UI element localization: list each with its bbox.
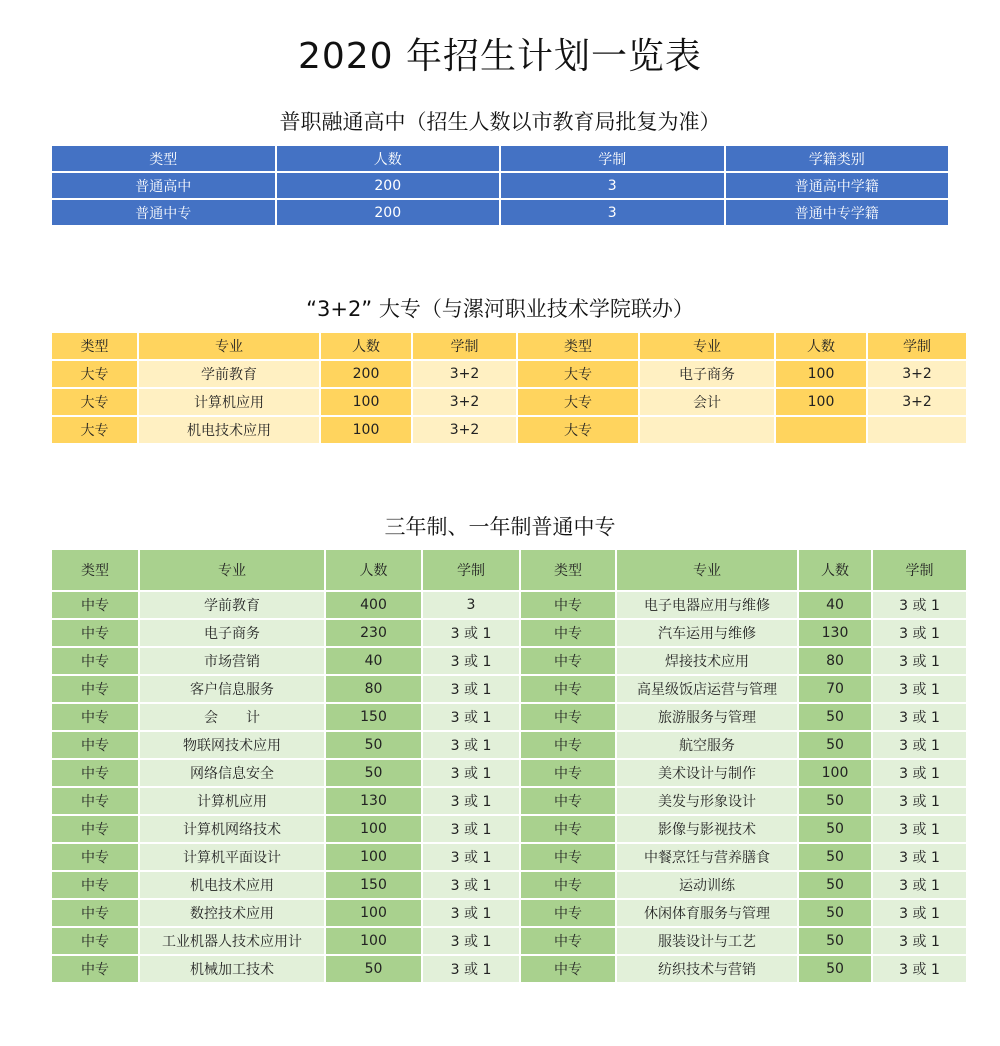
table-cell: 100	[321, 417, 411, 443]
table-cell: 3 或 1	[423, 676, 519, 702]
table-cell: 学前教育	[139, 361, 319, 387]
table-cell: 200	[277, 173, 500, 198]
column-header: 学籍类别	[726, 146, 949, 171]
table-cell: 50	[799, 816, 871, 842]
table-cell: 中专	[521, 844, 615, 870]
table-cell: 100	[799, 760, 871, 786]
table-cell: 机电技术应用	[140, 872, 324, 898]
table-cell: 中专	[52, 676, 138, 702]
table-cell: 中专	[52, 760, 138, 786]
table-cell: 计算机网络技术	[140, 816, 324, 842]
table-cell: 工业机器人技术应用计	[140, 928, 324, 954]
table-cell: 机电技术应用	[139, 417, 319, 443]
column-header: 人数	[776, 333, 866, 359]
table-row	[52, 956, 966, 982]
column-header: 类型	[52, 333, 137, 359]
table-cell: 400	[326, 592, 421, 618]
table-cell: 焊接技术应用	[617, 648, 797, 674]
section1-title: 普职融通高中（招生人数以市教育局批复为准）	[279, 110, 721, 134]
table-cell: 中专	[52, 900, 138, 926]
table-cell: 中专	[52, 788, 138, 814]
table-cell: 3+2	[413, 361, 516, 387]
table-cell: 普通高中学籍	[726, 173, 949, 198]
table-cell: 数控技术应用	[140, 900, 324, 926]
table-cell: 50	[326, 732, 421, 758]
table-cell: 服装设计与工艺	[617, 928, 797, 954]
table-cell: 40	[799, 592, 871, 618]
table-cell: 中专	[521, 592, 615, 618]
table-cell: 3 或 1	[873, 592, 966, 618]
table-cell: 市场营销	[140, 648, 324, 674]
table-cell: 中专	[52, 592, 138, 618]
table-cell: 50	[799, 732, 871, 758]
table-cell: 中专	[521, 620, 615, 646]
table-cell: 影像与影视技术	[617, 816, 797, 842]
table-cell: 中专	[52, 928, 138, 954]
table-cell: 3 或 1	[873, 928, 966, 954]
column-header: 类型	[521, 550, 615, 590]
table-cell: 中专	[52, 648, 138, 674]
table-header-row	[52, 550, 966, 590]
table-row	[52, 788, 966, 814]
table-cell: 100	[321, 389, 411, 415]
table-cell: 3 或 1	[423, 956, 519, 982]
column-header: 学制	[873, 550, 966, 590]
column-header: 学制	[413, 333, 516, 359]
table-cell: 中专	[521, 872, 615, 898]
table-cell: 3 或 1	[873, 956, 966, 982]
table-row	[52, 676, 966, 702]
table-cell: 大专	[518, 389, 638, 415]
table-cell: 50	[799, 844, 871, 870]
section2-title: “3+2” 大专（与漯河职业技术学院联办）	[306, 297, 694, 321]
table-header-row	[52, 333, 966, 359]
table-cell: 3	[501, 173, 724, 198]
table-cell: 计算机应用	[140, 788, 324, 814]
table-cell: 3+2	[413, 417, 516, 443]
table-row	[52, 816, 966, 842]
table-cell: 电子商务	[640, 361, 774, 387]
table-cell	[776, 417, 866, 443]
table-cell: 会 计	[140, 704, 324, 730]
table-cell: 50	[799, 956, 871, 982]
table-cell: 50	[326, 760, 421, 786]
table-cell: 3 或 1	[423, 620, 519, 646]
table-cell: 50	[326, 956, 421, 982]
table-cell: 3 或 1	[423, 900, 519, 926]
column-header: 人数	[321, 333, 411, 359]
table-cell: 高星级饭店运营与管理	[617, 676, 797, 702]
table-cell: 大专	[52, 417, 137, 443]
table-cell: 3 或 1	[423, 844, 519, 870]
table-cell: 3 或 1	[423, 704, 519, 730]
column-header: 人数	[799, 550, 871, 590]
table-cell: 200	[277, 200, 500, 225]
column-header: 学制	[423, 550, 519, 590]
table-cell: 中专	[52, 732, 138, 758]
table-cell: 物联网技术应用	[140, 732, 324, 758]
table-cell: 3 或 1	[873, 760, 966, 786]
table-row	[52, 620, 966, 646]
table-cell: 100	[326, 900, 421, 926]
table-cell: 大专	[518, 417, 638, 443]
column-header: 类型	[52, 146, 275, 171]
column-header: 学制	[868, 333, 966, 359]
table-cell: 3 或 1	[873, 676, 966, 702]
table-cell: 3 或 1	[873, 788, 966, 814]
table-row	[52, 732, 966, 758]
table-cell: 3+2	[868, 389, 966, 415]
table-cell: 50	[799, 788, 871, 814]
table-cell: 休闲体育服务与管理	[617, 900, 797, 926]
table-cell: 130	[326, 788, 421, 814]
table-cell: 50	[799, 900, 871, 926]
section1-table	[50, 144, 950, 227]
table-row	[52, 900, 966, 926]
table-cell: 100	[776, 389, 866, 415]
table-cell: 纺织技术与营销	[617, 956, 797, 982]
table-cell: 中专	[52, 704, 138, 730]
table-cell: 中专	[52, 844, 138, 870]
table-cell: 3+2	[868, 361, 966, 387]
table-cell: 50	[799, 704, 871, 730]
table-row	[52, 648, 966, 674]
table-cell: 中专	[521, 676, 615, 702]
column-header: 专业	[140, 550, 324, 590]
table-cell	[640, 417, 774, 443]
table-cell: 230	[326, 620, 421, 646]
table-cell: 学前教育	[140, 592, 324, 618]
table-cell: 3 或 1	[423, 732, 519, 758]
table-header-row	[52, 146, 948, 171]
table-cell: 电子电器应用与维修	[617, 592, 797, 618]
column-header: 人数	[326, 550, 421, 590]
table-cell: 3 或 1	[873, 900, 966, 926]
table-cell: 70	[799, 676, 871, 702]
table-cell: 100	[326, 844, 421, 870]
table-row	[52, 928, 966, 954]
table-row	[52, 200, 948, 225]
table-cell: 计算机平面设计	[140, 844, 324, 870]
table-cell: 40	[326, 648, 421, 674]
section2-table	[50, 331, 968, 445]
table-cell: 中专	[521, 956, 615, 982]
table-cell: 美术设计与制作	[617, 760, 797, 786]
table-cell: 中专	[521, 648, 615, 674]
table-row	[52, 173, 948, 198]
table-cell: 3 或 1	[423, 788, 519, 814]
table-cell: 中专	[521, 760, 615, 786]
table-cell: 3 或 1	[423, 648, 519, 674]
table-cell: 3 或 1	[423, 760, 519, 786]
table-cell: 3 或 1	[423, 928, 519, 954]
table-cell: 3 或 1	[873, 648, 966, 674]
table-cell: 150	[326, 704, 421, 730]
table-row	[52, 592, 966, 618]
table-cell: 中专	[521, 816, 615, 842]
column-header: 专业	[139, 333, 319, 359]
table-cell: 中专	[521, 732, 615, 758]
column-header: 类型	[518, 333, 638, 359]
table-cell: 中专	[521, 788, 615, 814]
table-cell: 会计	[640, 389, 774, 415]
table-cell: 130	[799, 620, 871, 646]
table-row	[52, 417, 966, 443]
table-cell: 3 或 1	[873, 732, 966, 758]
table-cell: 电子商务	[140, 620, 324, 646]
page-title: 2020 年招生计划一览表	[297, 36, 703, 77]
table-cell: 大专	[518, 361, 638, 387]
table-cell: 大专	[52, 361, 137, 387]
table-cell: 中餐烹饪与营养膳食	[617, 844, 797, 870]
table-cell: 3 或 1	[873, 872, 966, 898]
table-cell: 美发与形象设计	[617, 788, 797, 814]
table-row	[52, 361, 966, 387]
table-row	[52, 704, 966, 730]
table-cell: 大专	[52, 389, 137, 415]
section3-table	[50, 548, 968, 984]
table-cell: 中专	[521, 900, 615, 926]
table-cell: 50	[799, 872, 871, 898]
table-cell: 3 或 1	[873, 844, 966, 870]
table-cell: 汽车运用与维修	[617, 620, 797, 646]
table-cell: 网络信息安全	[140, 760, 324, 786]
table-cell: 普通中专	[52, 200, 275, 225]
column-header: 类型	[52, 550, 138, 590]
table-cell: 运动训练	[617, 872, 797, 898]
table-cell: 50	[799, 928, 871, 954]
column-header: 专业	[617, 550, 797, 590]
table-row	[52, 389, 966, 415]
column-header: 学制	[501, 146, 724, 171]
table-cell: 3 或 1	[873, 620, 966, 646]
table-row	[52, 760, 966, 786]
table-cell: 3 或 1	[873, 704, 966, 730]
table-cell: 中专	[521, 928, 615, 954]
table-cell: 3 或 1	[873, 816, 966, 842]
table-cell: 计算机应用	[139, 389, 319, 415]
table-cell: 150	[326, 872, 421, 898]
table-cell: 100	[776, 361, 866, 387]
table-cell: 客户信息服务	[140, 676, 324, 702]
table-cell: 80	[799, 648, 871, 674]
column-header: 人数	[277, 146, 500, 171]
table-cell: 中专	[521, 704, 615, 730]
table-cell: 3	[423, 592, 519, 618]
table-cell: 中专	[52, 872, 138, 898]
table-cell: 旅游服务与管理	[617, 704, 797, 730]
table-cell: 普通高中	[52, 173, 275, 198]
table-cell: 80	[326, 676, 421, 702]
table-cell: 3	[501, 200, 724, 225]
table-cell: 3 或 1	[423, 872, 519, 898]
table-cell: 200	[321, 361, 411, 387]
table-cell: 100	[326, 928, 421, 954]
table-cell: 中专	[52, 816, 138, 842]
table-cell: 3+2	[413, 389, 516, 415]
table-cell: 中专	[52, 620, 138, 646]
table-row	[52, 844, 966, 870]
table-cell: 3 或 1	[423, 816, 519, 842]
table-cell: 100	[326, 816, 421, 842]
table-cell: 中专	[52, 956, 138, 982]
table-cell: 航空服务	[617, 732, 797, 758]
section3-title: 三年制、一年制普通中专	[384, 515, 616, 539]
table-cell: 普通中专学籍	[726, 200, 949, 225]
table-row	[52, 872, 966, 898]
table-cell	[868, 417, 966, 443]
table-cell: 机械加工技术	[140, 956, 324, 982]
column-header: 专业	[640, 333, 774, 359]
